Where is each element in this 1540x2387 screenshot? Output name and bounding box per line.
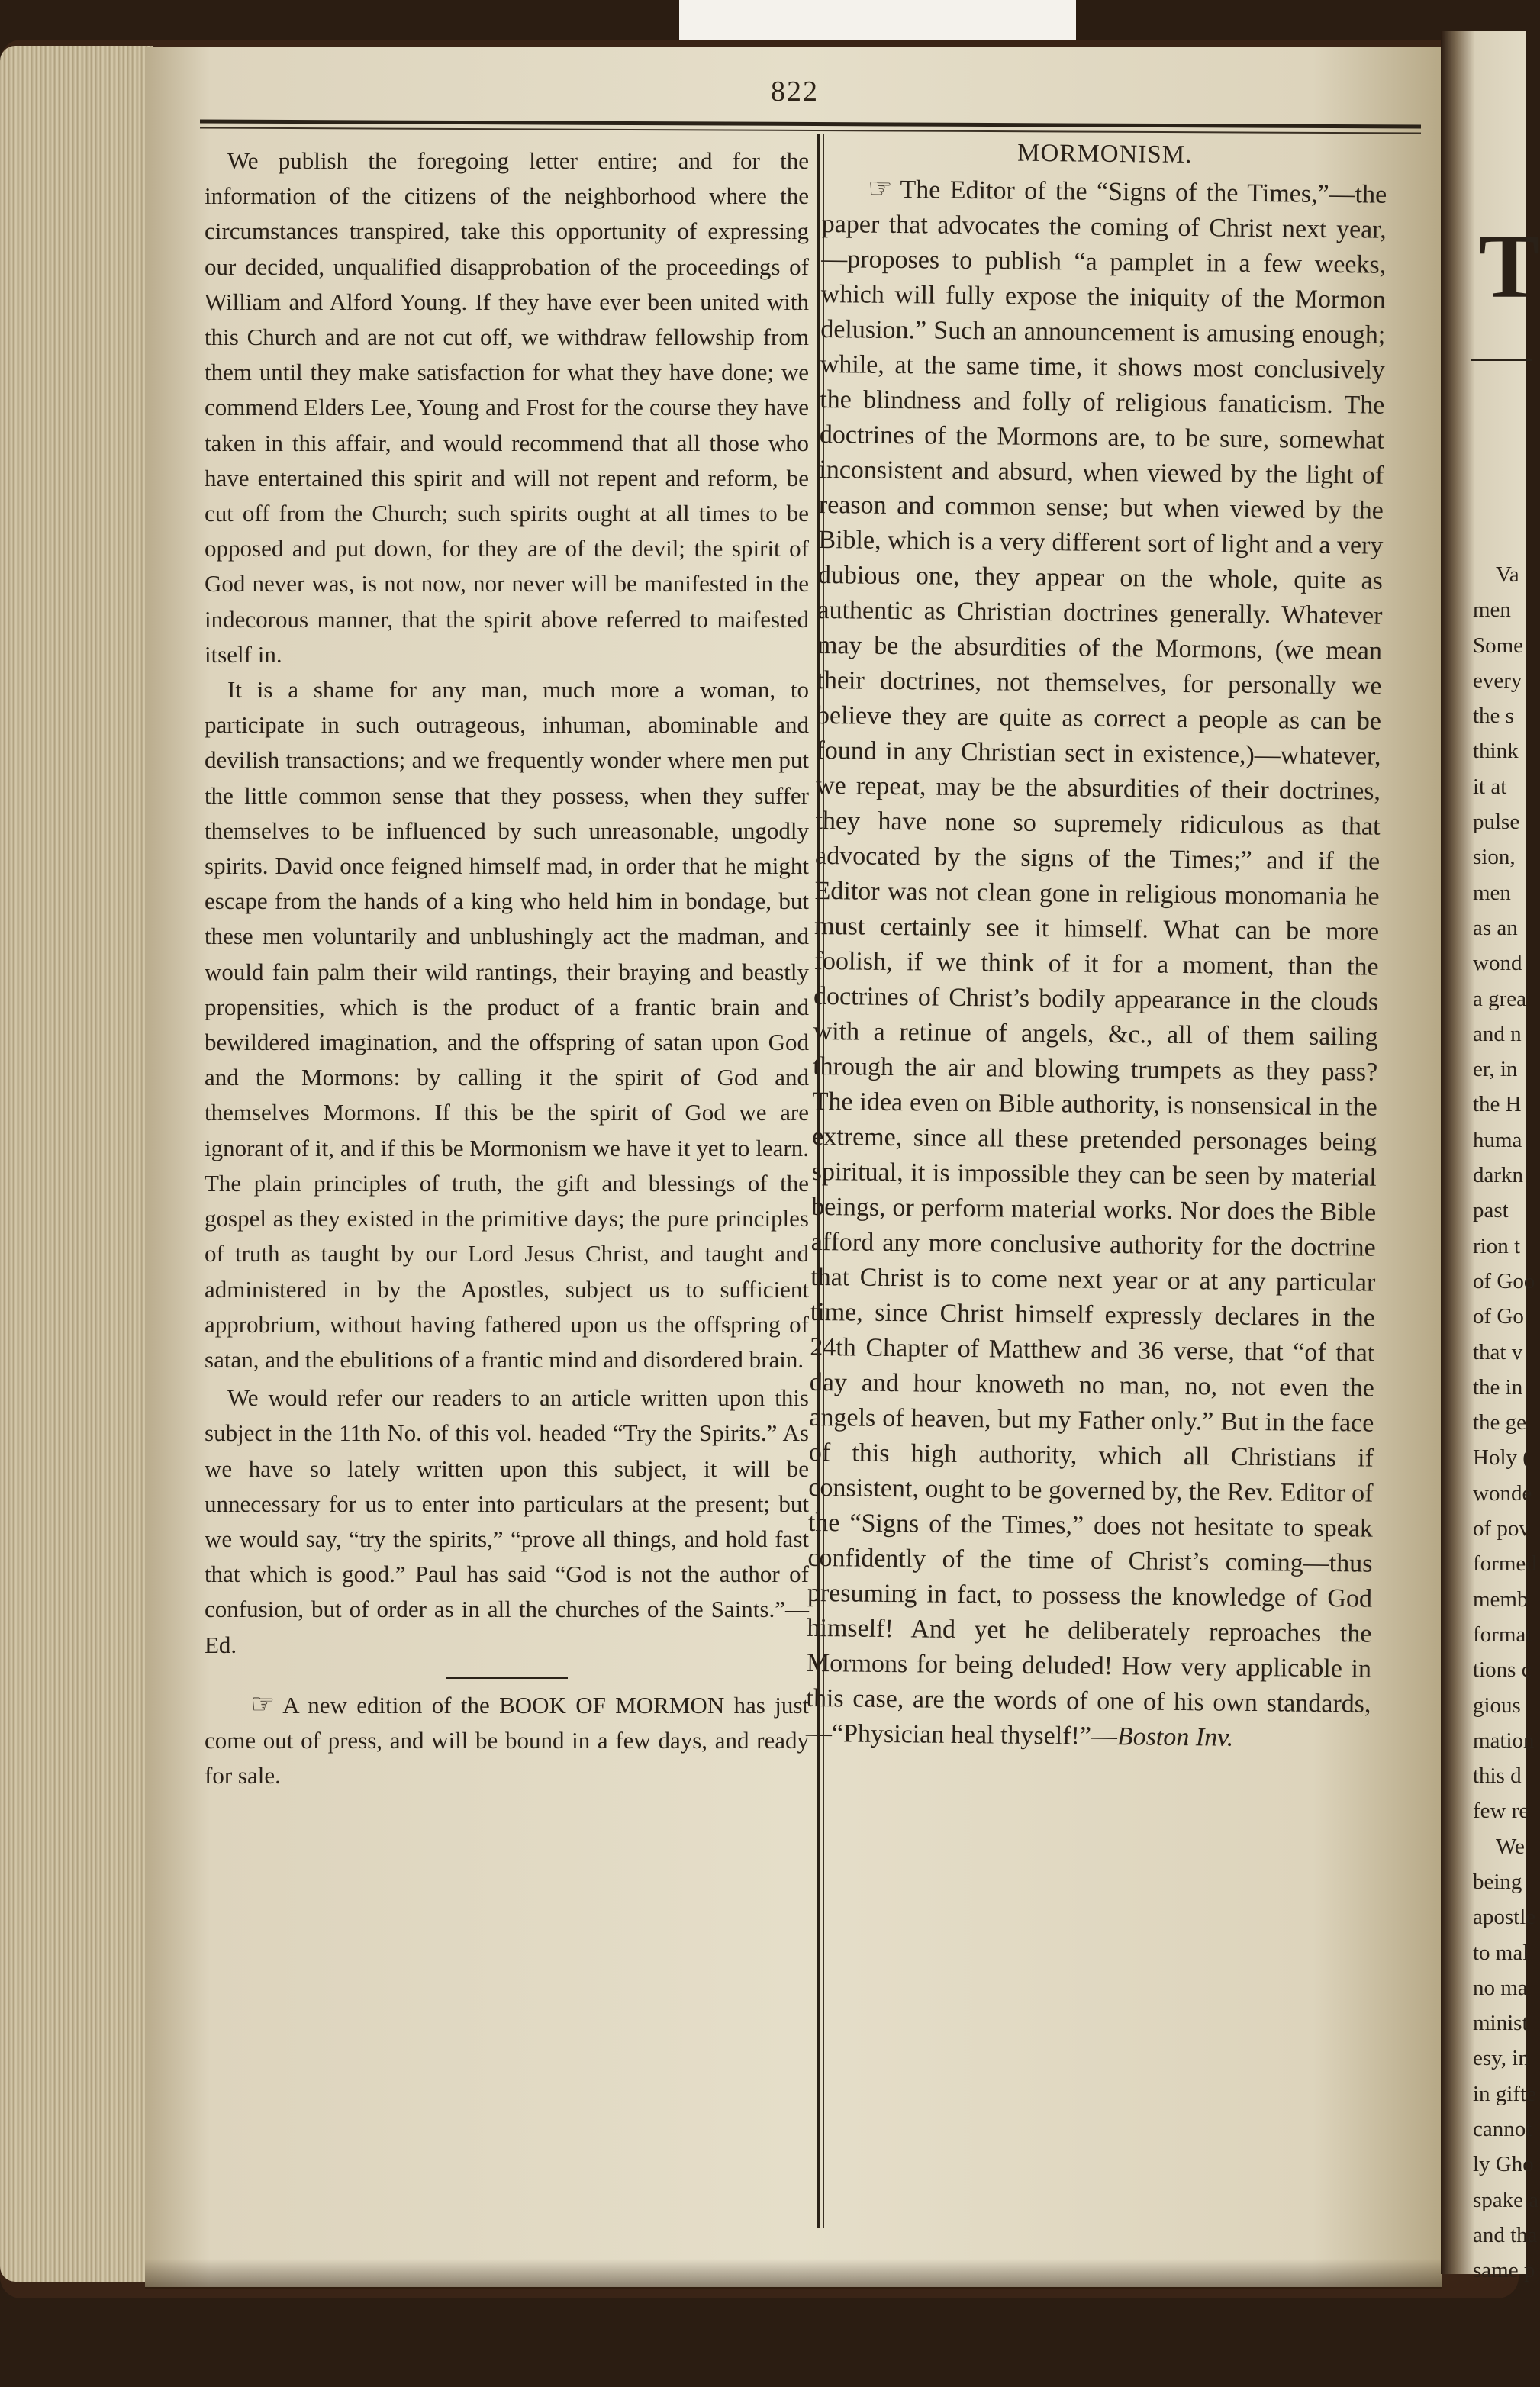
left-column xyxy=(205,143,809,1793)
facing-page-fragment: and tha xyxy=(1473,2222,1538,2247)
facing-page-fragment: gious xyxy=(1473,1693,1521,1718)
scan-background-strip xyxy=(679,0,1076,44)
facing-page-fragment: being xyxy=(1473,1869,1522,1894)
paragraph: We would refer our readers to an article written upon this subject in the 11th No. of this vol. headed “Try the Spirits.” As we have so lately written upon this subject, it will be unnecessary for us to enter into particulars at the present; but we would say, “try the spirits,” “prove all things, and hold fast that which is good.” Paul has said “God is not the author of confusion, but of order as in all the churches of the Saints.”—Ed. xyxy=(205,1384,809,1658)
facing-page-fragment: Some xyxy=(1473,633,1524,658)
facing-page-fragment: darkn xyxy=(1473,1163,1524,1188)
facing-page-fragment: pulse xyxy=(1473,810,1520,835)
facing-page-fragment: a grea xyxy=(1473,986,1527,1011)
right-column xyxy=(806,134,1387,1757)
article-source: Boston Inv. xyxy=(1116,1722,1234,1752)
facing-page-fragment: this d xyxy=(1473,1764,1522,1789)
facing-page-fragment: every xyxy=(1473,668,1522,693)
facing-page-fragment: cannot xyxy=(1473,2117,1532,2142)
facing-page-fragment: formed xyxy=(1473,1551,1537,1577)
facing-page-fragment: the in xyxy=(1473,1374,1523,1400)
page-edges xyxy=(0,46,153,2282)
facing-page-fragment: of pov xyxy=(1473,1516,1530,1541)
book-of-mormon-notice xyxy=(205,1686,809,1794)
facing-page-fragment: and n xyxy=(1473,1021,1522,1046)
facing-page-fragment: minist xyxy=(1473,2011,1529,2036)
facing-page-fragment: apostle xyxy=(1473,1905,1536,1930)
facing-page-fragment: the ge xyxy=(1473,1410,1527,1435)
facing-page-fragment: tions c xyxy=(1473,1657,1532,1683)
facing-page-fragment: men xyxy=(1473,880,1511,905)
pointing-hand-icon: ☞ xyxy=(868,172,893,204)
notice-text: A new edition of the BOOK OF MORMON has just come out of press, and will be bound in a few days, and ready for sale. xyxy=(205,1691,809,1789)
pointing-hand-icon: ☞ xyxy=(250,1688,275,1719)
facing-page-fragment: it at xyxy=(1473,774,1507,799)
notice-divider xyxy=(446,1677,568,1679)
article-heading: MORMONISM. xyxy=(1016,139,1193,169)
facing-page-fragment: format xyxy=(1473,1622,1532,1647)
facing-page-fragment: the H xyxy=(1473,1092,1522,1117)
facing-page-fragment: no ma xyxy=(1473,1975,1528,2000)
facing-page-fragment: in gifte xyxy=(1473,2081,1536,2106)
facing-page-fragment: memb xyxy=(1473,1587,1529,1612)
page-bottom-shadow xyxy=(145,2259,1442,2289)
facing-page-fragment: think xyxy=(1473,739,1519,764)
facing-page-fragment: esy, in xyxy=(1473,2046,1529,2071)
article-text: The Editor of the “Signs of the Times,”—the paper that advocates the coming of Christ next year,—proposes to publish “a pamplet in a few weeks, which will fully expose the iniquity of the Mormon delusion.” Such an announcement is amusing enough; while, at the same time, it shows most conclusively the blindness and folly of religious fanaticism. The doctrines of the Mormons are, to be sure, somewhat inconsistent and absurd, when viewed by the light of reason and common sense; but when viewed by the Bible, which is a very different sort of light and a very dubious one, they appear on the whole, quite as authentic as Christian doctrines generally. Whatever may be the absurdities of the Mormons, (we mean their doctrines, not themselves, for personally we believe they are quite as correct a people as can be found in any Christian sect in existence,)—whatever, we repeat, may be the absurdities of their doctrines, they have none so supremely ridiculous as that advocated by the signs of the Times;” and if the Editor was not clean gone in religious monomania he must certainly see it himself. What can be more foolish, if we think of it for a moment, than the doctrines of Christ’s bodily appearance in the clouds with a retinue of angels, &c., all of them sailing through the air and blowing trumpets as they pass? The idea even on Bible authority, is nonsensical in the extreme, since all these pretended personages being spiritual, it is impossible they can be seen by material beings, or perform material works. Nor does the Bible afford any more conclusive authority for the doctrine that Christ is to come next year or at any particular time, since Christ himself expressly declares in the 24th Chapter of Matthew and 36 verse, that “of that day and hour knoweth no man, no, not even the angels of heaven, but my Father only.” But in the face of this high authority, which all Christians if consistent, ought to be governed by, the Rev. Editor of the “Signs of the Times,” does not hesitate to speak confidently of the time of Christ’s coming—thus presuming in fact, to possess the knowledge of God himself! And yet he deliberately reproaches the Mormons for being deluded! How very applicable in this case, are the words of one of his own standards,—“Physician heal thyself!”— xyxy=(805,176,1387,1751)
facing-page-fragment: rion t xyxy=(1473,1233,1521,1258)
facing-page-fragment: ly Gho xyxy=(1473,2152,1534,2177)
facing-page-fragment: men xyxy=(1473,598,1511,623)
facing-page-fragment: past xyxy=(1473,1198,1509,1223)
facing-page-fragment: Holy ( xyxy=(1473,1445,1530,1471)
facing-page-fragment: er, in xyxy=(1473,1057,1518,1082)
facing-page-fragment: wonde xyxy=(1473,1480,1532,1506)
facing-page-fragment: Va xyxy=(1496,562,1519,587)
article-body xyxy=(806,170,1387,1757)
facing-page-fragment: of Go xyxy=(1473,1304,1524,1329)
facing-page-fragment: the s xyxy=(1473,704,1514,729)
facing-page-fragment: of Goo xyxy=(1473,1268,1535,1293)
facing-page-fragment: wond xyxy=(1473,951,1522,976)
facing-page-fragment: We xyxy=(1496,1834,1525,1859)
facing-page xyxy=(1441,31,1540,2283)
facing-page-rule xyxy=(1471,359,1532,361)
facing-page-fragments xyxy=(1473,557,1538,2289)
facing-page-fragment: that v xyxy=(1473,1339,1523,1364)
facing-page-fragment: huma xyxy=(1473,1127,1522,1152)
facing-page-fragment: as an xyxy=(1473,915,1518,940)
facing-page-fragment: to mal xyxy=(1473,1940,1529,1965)
facing-page-fragment: few re xyxy=(1473,1799,1529,1824)
facing-page-fragment: mation xyxy=(1473,1728,1535,1753)
facing-page-fragment: spake a xyxy=(1473,2187,1539,2212)
paragraph: We publish the foregoing letter entire; and for the information of the citizens of the neighborhood where the circumstances transpired, take this opportunity of expressing our decided, unqualified disapprobation of the proceedings of William and Alford Young. If they have ever been united with this Church and are not cut off, we withdraw fellowship from them until they make satisfaction for what they have done; we commend Elders Lee, Young and Frost for the course they have taken in this affair, and would recommend that all those who have entertained this spirit and will not repent and reform, be cut off from the Church; such spirits ought at all times to be opposed and put down, for they are of the devil; the spirit of God never was, is not now, nor never will be manifested in the indecorous manner, that the spirit above referred to maifested itself in. xyxy=(205,147,809,668)
facing-page-fragment: same p xyxy=(1473,2258,1535,2283)
page-number: 822 xyxy=(771,76,819,108)
facing-page-initial: T xyxy=(1479,215,1540,317)
paragraph: It is a shame for any man, much more a woman, to participate in such outrageous, inhuman, abominable and devilish transactions; and we frequently wonder where men put the little common sense that they possess, when they suffer themselves to be influenced by such unreasonable, ungodly spirits. David once feigned himself mad, in order that he might escape from the hands of a king who held him in bondage, but these men voluntarily and unblushingly act the madman, and would fain palm their wild rantings, their braying and beastly propensities, which is the product of a frantic brain and bewildered imagination, and the offspring of satan upon God and the Mormons: by calling it the spirit of God and themselves Mormons. If this be the spirit of God we are ignorant of it, and if this be Mormonism we have it yet to learn. The plain principles of truth, the gift and blessings of the gospel as they existed in the primitive days; the pure principles of truth as taught by our Lord Jesus Christ, and taught and administered in by the Apostles, subject us to sufficient approbrium, without having fathered upon us the offspring of satan, and the ebulitions of a frantic mind and disordered brain. xyxy=(205,676,809,1373)
facing-page-fragment: sion, xyxy=(1473,845,1516,870)
